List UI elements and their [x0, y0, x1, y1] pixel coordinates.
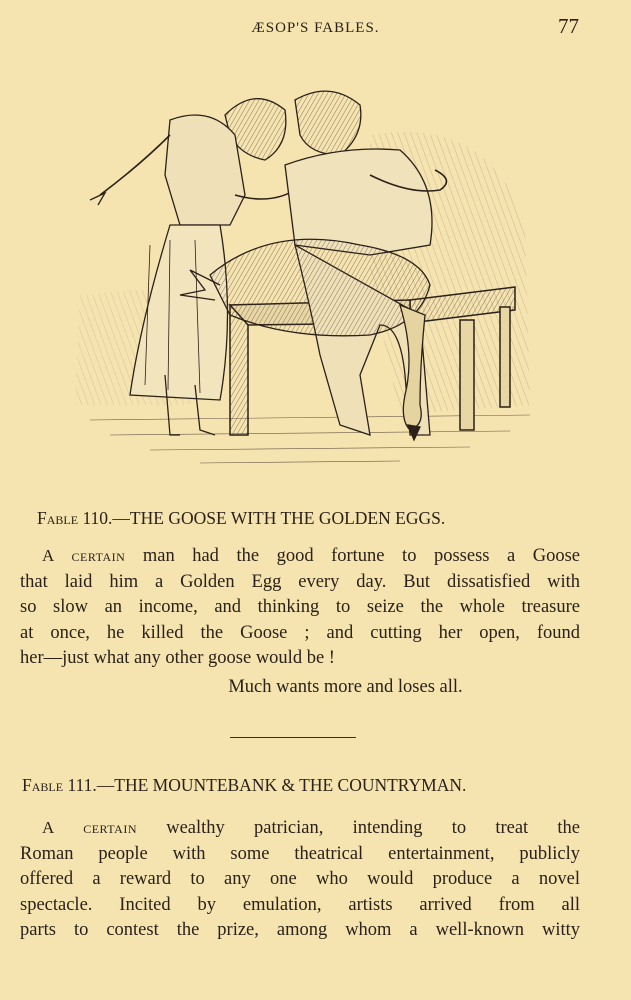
- fable-110-moral: Much wants more and loses all.: [228, 677, 463, 697]
- text-line: Roman people with some theatrical entertainment, publicly: [20, 843, 580, 864]
- fable-111-heading: [22, 775, 609, 796]
- text-line: A certain man had the good fortune to possess a Goose: [42, 546, 581, 566]
- fable-111-number: Fable 111.: [22, 775, 97, 795]
- running-title: ÆSOP'S FABLES.: [251, 20, 380, 36]
- text-line: that laid him a Golden Egg every day. But dissatisfied with: [20, 571, 580, 592]
- fable-110-number: Fable 110.: [37, 508, 113, 528]
- fable-111-text: [20, 815, 580, 944]
- text-line: parts to contest the prize, among whom a well-known witty: [20, 920, 580, 941]
- text-line: A certain wealthy patrician, intending to treat the: [42, 818, 581, 838]
- lead-caps: A certain: [42, 818, 138, 837]
- text-line: offered a reward to any one who would produce a novel: [20, 869, 580, 890]
- fable-illustration: [70, 75, 540, 475]
- text-line: at once, he killed the Goose ; and cutting her open, found: [20, 622, 580, 643]
- text-line: spectacle. Incited by emulation, artists arrived from all: [20, 894, 580, 915]
- fable-111-title: —THE MOUNTEBANK & THE COUNTRYMAN.: [96, 775, 467, 795]
- fable-110-heading: [37, 508, 609, 529]
- lead-caps: A certain: [42, 546, 126, 565]
- section-divider: [230, 737, 356, 738]
- page-number: 77: [558, 14, 579, 38]
- fable-110-text: [20, 543, 580, 672]
- text-line: so slow an income, and thinking to seize the whole treasure: [20, 597, 580, 618]
- fable-110-title: —THE GOOSE WITH THE GOLDEN EGGS.: [112, 508, 446, 528]
- text-line: her—just what any other goose would be !: [20, 648, 335, 669]
